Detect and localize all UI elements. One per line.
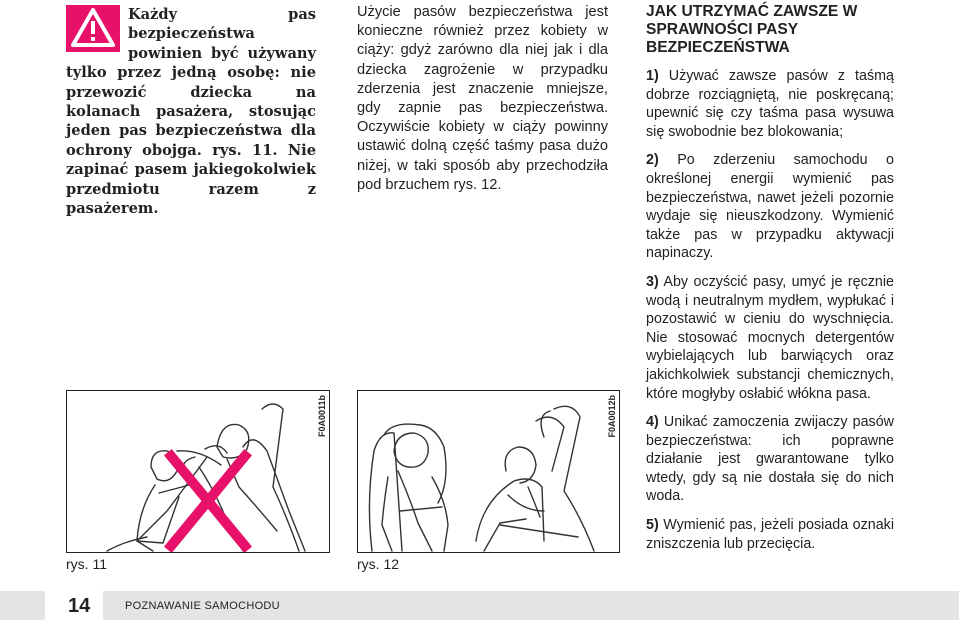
child-on-lap-illustration [67,391,329,552]
figure-11 [66,390,330,553]
figure-code: F0A0012b [607,395,617,438]
warning-triangle-icon [71,8,115,48]
list-item: 2) Po zderzeniu samochodu o określonej energii wymienić pas bezpieczeństwa, nawet jeżeli pozornie wydaje się nieuszkodzony. Wymienić także pas w przypadku aktywacji napinaczy. [646,152,894,262]
section-heading: JAK UTRZYMAĆ ZAWSZE W SPRAWNOŚCI PASY BEZPIECZEŃSTWA [646,3,858,56]
section-title: POZNAWANIE SAMOCHODU [125,600,280,612]
warning-badge [66,5,120,52]
figure-caption: rys. 12 [357,556,400,572]
list-item: 3) Aby oczyścić pasy, umyć je ręcznie wodą i neutralnym mydłem, wypłukać i pozostawić w cieniu do wyschnięcia. Nie stosować mocnych detergentów wybielających lub barwiących oraz jakichkolwiek substancji chemicznych, które mogłyby osłabić włókna pasa. [646,273,894,402]
prohibited-x-mark [171,456,245,546]
figure-12 [357,390,620,553]
warning-text: Każdy pas bezpieczeństwa powinien być używany tylko przez jedną osobę: nie przewozić dziecka na kolanach pasażera, stosując jeden pas bezpieczeństwa dla ochrony obojga. rys. 11. Nie zapinać pasem jakiegokolwiek przedmiotu razem z pasażerem. [66,6,316,218]
warning-block [66,5,316,218]
list-item: 5) Wymienić pas, jeżeli posiada oznaki zniszczenia lub przecięcia. [646,517,894,552]
pregnancy-paragraph: Użycie pasów bezpieczeństwa jest konieczne również przez kobiety w ciąży: gdyż zarówno dla niej jak i dla dziecka zagrożenie w przypadku zderzenia jest znaczenie mniejsze, gdy zapnie pas bezpieczeństwa. Oczywiście kobiety w ciąży powinny ustawić dolną część taśmy pasa dużo niżej, w taki sposób aby przechodziła pod brzuchem rys. 12. [357,4,608,193]
figure-caption: rys. 11 [66,556,107,572]
figure-code: F0A0011b [317,395,327,438]
page-footer [0,591,959,620]
page-number: 14 [68,595,91,617]
pregnant-woman-belt-illustration [358,391,619,552]
list-item: 1) Używać zawsze pasów z taśmą dobrze rozciągniętą, nie poskręcaną; upewnić się czy taśma pasa wysuwa się swobodnie bez blokowania; [646,68,894,140]
maintenance-section [646,3,894,563]
list-item: 4) Unikać zamoczenia zwijaczy pasów bezpieczeństwa: ich poprawne działanie jest gwarantowane tylko wtedy, gdy są nie dostała się do nich woda. [646,414,894,505]
